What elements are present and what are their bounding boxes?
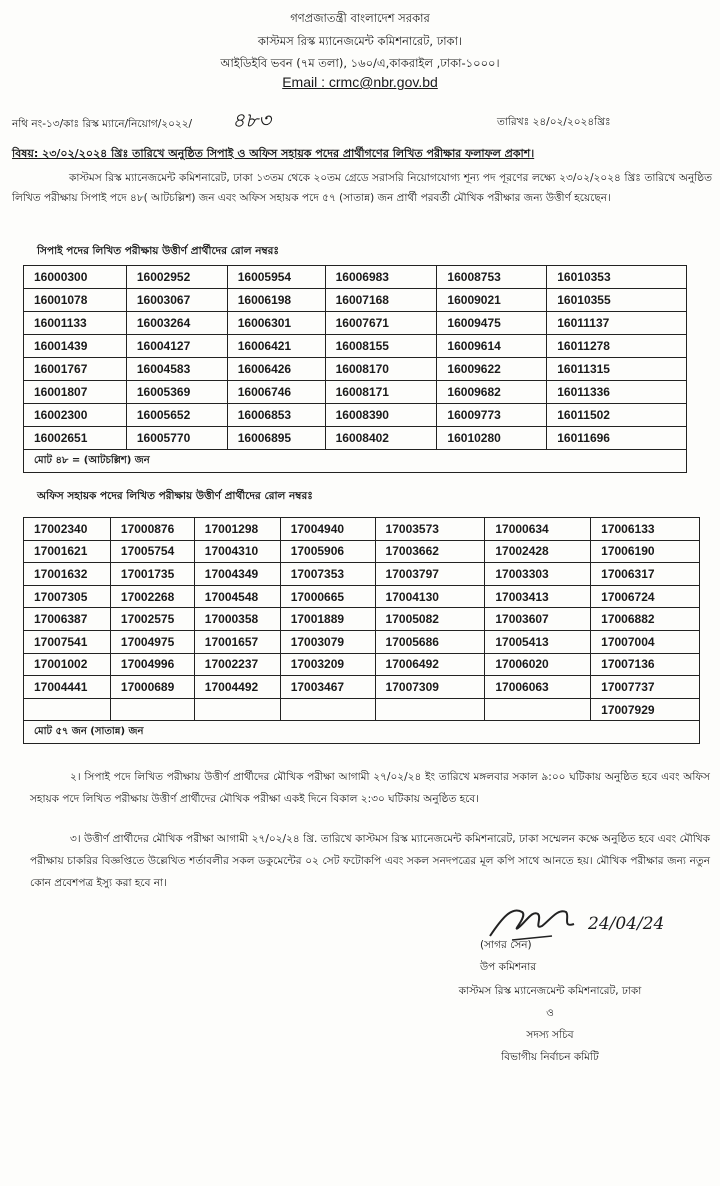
roll-number-cell: 16011502 [547, 404, 687, 427]
table-row [24, 540, 700, 563]
document-date: তারিখঃ ২৪/০২/২০২৪খ্রিঃ [497, 116, 611, 128]
roll-number-cell: 16002952 [126, 266, 227, 289]
roll-number-cell: 17002268 [110, 585, 194, 608]
roll-number-cell: 16006853 [227, 404, 325, 427]
table-row [24, 289, 687, 312]
roll-number-cell: 16006301 [227, 312, 325, 335]
file-number [12, 117, 192, 134]
roll-number-cell: 17007305 [24, 585, 111, 608]
roll-number-cell: 17007309 [375, 676, 485, 699]
roll-number-cell: 16007671 [325, 312, 437, 335]
roll-number-cell: 16005369 [126, 381, 227, 404]
office-title: কাস্টমস রিস্ক ম্যানেজমেন্ট কমিশনারেট, ঢাকা। [257, 34, 463, 48]
roll-number-cell: 17004349 [194, 563, 280, 586]
roll-number-cell: 17004492 [194, 676, 280, 699]
roll-number-cell: 17007136 [591, 653, 700, 676]
roll-number-cell: 17003607 [485, 608, 591, 631]
roll-number-cell: 17000876 [110, 518, 194, 541]
roll-number-cell: 16008155 [325, 335, 437, 358]
roll-number-cell: 16005770 [126, 427, 227, 450]
total-count: মোট ৫৭ জন (সাতান্ন) জন [24, 721, 700, 744]
signatory-conjunction: ও [546, 1007, 554, 1019]
roll-number-cell [280, 698, 375, 721]
roll-number-cell: 17000665 [280, 585, 375, 608]
signatory-committee: বিভাগীয় নির্বাচন কমিটি [501, 1051, 599, 1063]
roll-number-cell: 17004310 [194, 540, 280, 563]
roll-number-cell: 16001807 [24, 381, 127, 404]
table-row [24, 653, 700, 676]
signature-date: 24/04/24 [588, 914, 665, 934]
total-count: মোট ৪৮ = (আটচল্লিশ) জন [24, 450, 687, 473]
roll-number-cell [375, 698, 485, 721]
table-row [24, 676, 700, 699]
roll-number-cell: 16008171 [325, 381, 437, 404]
table-row [24, 608, 700, 631]
sepoy-roll-table [23, 265, 687, 473]
roll-number-cell: 16009622 [437, 358, 547, 381]
signatory-role: সদস্য সচিব [526, 1029, 574, 1041]
total-row [24, 721, 700, 744]
table-row [24, 358, 687, 381]
roll-number-cell: 17005082 [375, 608, 485, 631]
roll-number-cell: 17004441 [24, 676, 111, 699]
roll-number-cell: 16005652 [126, 404, 227, 427]
paragraph-3: ৩। উত্তীর্ণ প্রার্থীদের মৌখিক পরীক্ষা আগামী ২৭/০২/২৪ খ্রি. তারিখে কাস্টমস রিস্ক ম্যানেজমেন্ট কমিশনারেট, ঢাকা সম্মেলন কক্ষে অনুষ্ঠিত হবে এবং মৌখিক পরীক্ষায় চাকরির বিজ্ঞপ্তিতে উল্লেখিত শর্তাবলীর সকল ডকুমেন্টের ০২ সেট ফটোকপি এবং সকল সনদপত্রের মূল কপি সাথে আনতে হয়। মৌখিক পরীক্ষার জন্য নতুন কোন প্রবেশপত্র ইস্যু করা হবে না। [30, 833, 710, 889]
roll-number-cell: 17005686 [375, 630, 485, 653]
roll-number-cell: 17002340 [24, 518, 111, 541]
govt-title: গণপ্রজাতন্ত্রী বাংলাদেশ সরকার [290, 11, 430, 25]
roll-number-cell: 16005954 [227, 266, 325, 289]
roll-number-cell: 16011696 [547, 427, 687, 450]
roll-number-cell: 16002300 [24, 404, 127, 427]
file-number-text: নথি নং-১৩/কাঃ রিস্ক ম্যানে/নিয়োগ/২০২২/ [12, 118, 193, 130]
signatory-designation: উপ কমিশনার [480, 961, 537, 973]
roll-number-cell: 17005754 [110, 540, 194, 563]
roll-number-cell: 16006426 [227, 358, 325, 381]
table-row [24, 312, 687, 335]
office-email: Email : crmc@nbr.gov.bd [282, 74, 438, 90]
signatory-name: (সাগর সেন) [480, 939, 532, 951]
roll-number-cell: 16006746 [227, 381, 325, 404]
roll-number-cell: 17007004 [591, 630, 700, 653]
roll-number-cell: 17004975 [110, 630, 194, 653]
table-row [24, 518, 700, 541]
roll-number-cell: 17006133 [591, 518, 700, 541]
signatory-details [420, 980, 680, 1068]
roll-number-cell: 17002428 [485, 540, 591, 563]
roll-number-cell: 16010280 [437, 427, 547, 450]
roll-number-cell [24, 698, 111, 721]
roll-number-cell: 17006063 [485, 676, 591, 699]
signature-block [440, 934, 620, 978]
roll-number-cell: 16007168 [325, 289, 437, 312]
roll-number-cell: 16001439 [24, 335, 127, 358]
roll-number-cell: 17000689 [110, 676, 194, 699]
sepoy-table-caption: সিপাই পদের লিখিত পরীক্ষায় উত্তীর্ণ প্রার্থীদের রোল নম্বরঃ [37, 245, 280, 257]
signatory-office: কাস্টমস রিস্ক ম্যানেজমেন্ট কমিশনারেট, ঢাকা [458, 985, 642, 997]
roll-number-cell: 16006421 [227, 335, 325, 358]
roll-number-cell: 16006895 [227, 427, 325, 450]
roll-number-cell: 16010355 [547, 289, 687, 312]
roll-number-cell: 16003264 [126, 312, 227, 335]
roll-number-cell: 16008753 [437, 266, 547, 289]
roll-number-cell: 16003067 [126, 289, 227, 312]
roll-number-cell: 17007929 [591, 698, 700, 721]
roll-number-cell: 17001889 [280, 608, 375, 631]
table-row [24, 335, 687, 358]
roll-number-cell: 17006492 [375, 653, 485, 676]
roll-number-cell: 16009475 [437, 312, 547, 335]
table-row [24, 427, 687, 450]
roll-number-cell: 17001298 [194, 518, 280, 541]
roll-number-cell: 17004548 [194, 585, 280, 608]
roll-number-cell: 17004940 [280, 518, 375, 541]
roll-number-cell: 16008170 [325, 358, 437, 381]
roll-number-cell: 16008402 [325, 427, 437, 450]
subject-line: বিষয়: ২৩/০২/২০২৪ খ্রিঃ তারিখে অনুষ্ঠিত সিপাই ও অফিস সহায়ক পদের প্রার্থীগণের লিখিত পরীক্ষার ফলাফল প্রকাশ। [12, 147, 535, 160]
roll-number-cell: 16000300 [24, 266, 127, 289]
roll-number-cell: 16011137 [547, 312, 687, 335]
roll-number-cell: 17001621 [24, 540, 111, 563]
roll-number-cell: 17002575 [110, 608, 194, 631]
table-row [24, 698, 700, 721]
roll-number-cell: 16009021 [437, 289, 547, 312]
roll-number-cell: 17003573 [375, 518, 485, 541]
roll-number-cell: 17003079 [280, 630, 375, 653]
roll-number-cell: 17003413 [485, 585, 591, 608]
roll-number-cell: 16001078 [24, 289, 127, 312]
roll-number-cell: 16002651 [24, 427, 127, 450]
roll-number-cell: 16010353 [547, 266, 687, 289]
roll-number-cell: 17003209 [280, 653, 375, 676]
roll-number-cell: 16004583 [126, 358, 227, 381]
roll-number-cell: 17004996 [110, 653, 194, 676]
roll-number-cell: 16011336 [547, 381, 687, 404]
total-row [24, 450, 687, 473]
table-row [24, 404, 687, 427]
roll-number-cell: 16011278 [547, 335, 687, 358]
roll-number-cell: 16001767 [24, 358, 127, 381]
roll-number-cell: 16009614 [437, 335, 547, 358]
office-roll-table [23, 517, 700, 744]
roll-number-cell: 17006190 [591, 540, 700, 563]
roll-number-cell: 17001002 [24, 653, 111, 676]
roll-number-cell: 16009773 [437, 404, 547, 427]
roll-number-cell: 17006724 [591, 585, 700, 608]
roll-number-cell [194, 698, 280, 721]
roll-number-cell [485, 698, 591, 721]
table-row [24, 266, 687, 289]
roll-number-cell: 17003467 [280, 676, 375, 699]
roll-number-cell: 16008390 [325, 404, 437, 427]
roll-number-cell: 17006317 [591, 563, 700, 586]
roll-number-cell: 17000358 [194, 608, 280, 631]
roll-number-cell: 16006983 [325, 266, 437, 289]
roll-number-cell: 17000634 [485, 518, 591, 541]
roll-number-cell: 17007541 [24, 630, 111, 653]
intro-paragraph: কাস্টমস রিস্ক ম্যানেজমেন্ট কমিশনারেট, ঢাকা ১৩তম থেকে ২০তম গ্রেডে সরাসরি নিয়োগযোগ্য শূন্য পদ পূরণের লক্ষ্যে ২৩/০২/২০২৪ খ্রিঃ তারিখে অনুষ্ঠিত লিখিত পরীক্ষায় সিপাই পদে ৪৮( আটচল্লিশ) জন এবং অফিস সহায়ক পদে ৫৭ (সাতান্ন) জন প্রার্থী পরবর্তী মৌখিক পরীক্ষার জন্য উত্তীর্ণ হয়েছেন। [12, 172, 712, 204]
roll-number-cell: 16011315 [547, 358, 687, 381]
roll-number-cell: 17006020 [485, 653, 591, 676]
roll-number-cell: 16009682 [437, 381, 547, 404]
roll-number-cell: 17006387 [24, 608, 111, 631]
roll-number-cell: 17001735 [110, 563, 194, 586]
roll-number-cell: 17005413 [485, 630, 591, 653]
roll-number-cell: 16006198 [227, 289, 325, 312]
office-address: আইডিইবি ভবন (৭ম তলা), ১৬০/এ,কাকরাইল ,ঢাকা-১০০০। [220, 56, 500, 70]
table-row [24, 563, 700, 586]
roll-number-cell: 16004127 [126, 335, 227, 358]
file-number-handwritten: ৪৮৩ [232, 108, 271, 132]
paragraph-2: ২। সিপাই পদে লিখিত পরীক্ষায় উত্তীর্ণ প্রার্থীদের মৌখিক পরীক্ষা আগামী ২৭/০২/২৪ ইং তারিখে মঙ্গলবার সকাল ৯:০০ ঘটিকায় অনুষ্ঠিত হবে এবং অফিস সহায়ক পদে লিখিত পরীক্ষায় উত্তীর্ণ প্রার্থীদের মৌখিক পরীক্ষা একই দিনে বিকাল ২:৩০ ঘটিকায় অনুষ্ঠিত হবে। [30, 771, 710, 805]
roll-number-cell: 17007353 [280, 563, 375, 586]
roll-number-cell: 17006882 [591, 608, 700, 631]
table-row [24, 585, 700, 608]
roll-number-cell [110, 698, 194, 721]
table-row [24, 630, 700, 653]
roll-number-cell: 17003662 [375, 540, 485, 563]
roll-number-cell: 17001657 [194, 630, 280, 653]
roll-number-cell: 17001632 [24, 563, 111, 586]
roll-number-cell: 17007737 [591, 676, 700, 699]
roll-number-cell: 17004130 [375, 585, 485, 608]
roll-number-cell: 17003797 [375, 563, 485, 586]
roll-number-cell: 17003303 [485, 563, 591, 586]
roll-number-cell: 17002237 [194, 653, 280, 676]
roll-number-cell: 17005906 [280, 540, 375, 563]
office-table-caption: অফিস সহায়ক পদের লিখিত পরীক্ষায় উত্তীর্ণ প্রার্থীদের রোল নম্বরঃ [37, 490, 313, 502]
table-row [24, 381, 687, 404]
roll-number-cell: 16001133 [24, 312, 127, 335]
